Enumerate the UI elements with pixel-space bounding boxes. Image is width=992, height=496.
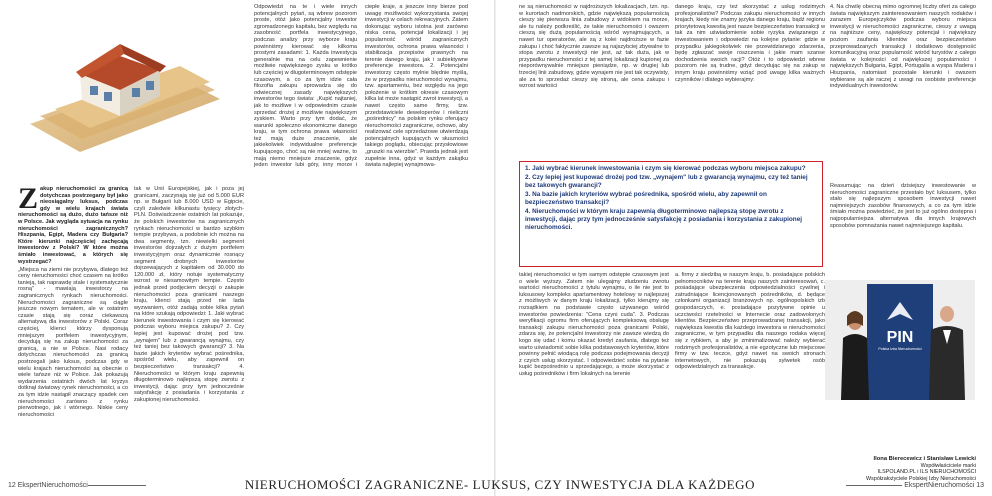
body-paragraph: 4. Na chwilę obecną mimo ogromnej liczby ofert za całego świata największym zainteresowaniem naszych rodaków i zarazem Europejczyków podczas wyboru miejsca inwestycji w nieruchomości zagraniczne, cieszy z uwagą na najniższe ceny, największy potencjał i największy poziom zaufania klientów oraz bezpieczeństwo przeprowadzanych transakcji i dodatkowo dostępność komunikacyjną oraz popularność wśród turystów z całego świata w kolejności od największej popularności i największych Bułgaria, Egipt, Portugalia a wyspa Madera i Hiszpania, natomiast pozostałe kierunki i owszem wybierane są ale raczej z uwagi na osobiste preferencje indywidualnych inwestorów. xyxy=(830,4,976,90)
question-1: 1. Jaki wybrać kierunek inwestowania i czym się kierować podczas wyboru miejsca zakupu? xyxy=(525,165,806,172)
caption-line-1: Współwłaściciele marki xyxy=(920,462,976,469)
footer xyxy=(0,477,992,493)
right-page-number: EkspertNieruchomości 13 xyxy=(904,482,984,489)
footer-rule-right xyxy=(846,485,902,486)
banner-subtitle: Polska Izba Nieruchomości xyxy=(878,347,922,351)
body-paragraph: a. firmy z siedzibą w naszym kraju, b. posiadające polskich pełnomocników na terenie kraju naszych zainteresowań, c. posiadające ubezpieczenia odpowiedzialności cywilnej i zatrudniające licencjonowanych pośredników, d. będące członkami organizacji branżowych np. ogólnopolskich izb gospodarczych, e. posiadające pozytywne opinie u uczciwości rzetelności w Internecie oraz zadowolonych klientów. Bezpieczeństwo przeprowadzanej transakcji, jako największa kwestia dla każdego inwestora w nieruchomości zagraniczne, w tym przypadku dla naszego rodaka więcej się z rybkiem, a aby je zminimalizować należy wybierać rodzimych profesjonalistów, a nie egzotyczne lub miejscowe firmy w tzw. teczce, gdyż nawet na swoich stronach internetowych, nie pokazują sylwetek osób odpowiedzialnych za transakcje. xyxy=(675,272,825,371)
question-4: 4. Nieruchomości w którym kraju zapewnią długoterminowo najlepszą stopę zwrotu z inwestycji, dając przy tym jednocześnie satysfakcję z posiadania i korzystania z zakupionej nieruchomości. xyxy=(525,208,803,231)
column-4 xyxy=(519,4,669,158)
portrait-photo xyxy=(825,280,975,400)
headline: NIERUCHOMOŚCI ZAGRANICZNE- LUKSUS, CZY INWESTYCJA DLA KAŻDEGO xyxy=(244,477,756,492)
left-page-number: 12 EkspertNieruchomości xyxy=(8,482,88,489)
body-paragraph: ne są nieruchomości w najdroższych lokalizacjach, tzn. np. w kurortach nadmorskich, gdzie największą popularnością cieszy się pierwsza linia zabudowy z widokiem na morze, ale tu należy podkreślić, że takie nieruchomości i owszem cieszą się dużą popularnością wśród wynajmujących, a nawet tur operatorów, ale są z kolei najdroższe w fazie zakupu i choć faktycznie zawsze są najszybciej zbywalne to stopa zwrotu z inwestycji nie jest, aż tak duża, jak w przypadku nieruchomości z tej samej lokalizacji kupionej za nieporównywalnie mniejsze pieniądze, np. w drugiej lub trzeciej linii zabudowy, gdzie wynajem nie jest tak oczywisty, ale za to sprzedaż cieszy się stroną, ale cena zakupu i wzrost wartości xyxy=(519,4,669,90)
column-4b xyxy=(519,272,669,472)
column-3 xyxy=(254,4,468,474)
caption-names: Ilona Bierecewicz i Stanisław Lewicki xyxy=(873,456,976,462)
column-6 xyxy=(830,4,976,178)
body-paragraph: Odpowiedzi na te i wiele innych potencjalnych pytań, są wbrew pozorom proste, otóż jako potencjalny inwestor zgromadzonego kapitału, bez względu na zasobność portfela inwestycyjnego, podczas analizy przy wyborze kraju powinniśmy kierować się kilkoma prostymi zasadami: 1. Każda inwestycja generalnie ma na celu zapewnienie możliwie największego zysku w krótko lub częściej w długoterminowym odstępie czasowym, a co za tym idzie cała filozofia zakupu sprowadza się do odwiecznej zasady największych inwestorów tego świata: „Kupić najtaniej, jak to możliwe i w odpowiednim czasie sprzedać drożej z możliwie największym zyskiem. Warto przy tym dodać, że warunki społeczno ekonomiczne danego kraju, w tym ochrona prawa własności też mają duże znaczenie, ale jakiekolwiek indywidualne preferencje kupującego, choć są nie mniej ważne, to mają niemo mniejsze znaczenie, gdyż jeden inwestor lubi góry, inny morze i ciepłe kraje, a jeszcze inny bierze pod uwagę możliwości wykorzystania swojej inwestycji w celach rekreacyjnych. Zatem dokonując wyboru istotna jest zarówno niska cena, potencjał lokalizacji i jej popularność wśród zagranicznych inwestorów, ochrona prawa własności i stabilizacja przepisów prawnych na terenie danego kraju, jak i subiektywne preferencje inwestora. 2. Potencjalni inwestorzy często mylnie błędnie myślą, że w przypadku nieruchomości wynajmu, tzw. apartamentu, bez względu na jego położenie w krótkim okresie czasowym kilka lat może nastąpić zwrot inwestycji, a nawet często same firmy, tzw. przedstawiciele deweloperów i nieliczni „pośrednicy" na polskim rynku oferujący nieruchomości zagraniczne, ochowo, aby realizować cele sprzedażowe utwierdzają potencjalnych kupujących w słuszności takiego poglądu, obiecując przysłowiowe „gruszki na wierzbie". Prawda jednak jest zupełnie inna, gdyż w każdym zakątku świata najlepiej wynajmowa- xyxy=(254,4,468,169)
column-2 xyxy=(134,186,244,474)
footer-rule-left xyxy=(88,485,146,486)
body-paragraph: „Miejsca na ziemi nie przybywa, dlatego też ceny nieruchomości choć czasem na krótko tanieją, tak naprawdę stale i systematycznie rosną" - mawiają inwestorzy na zagranicznych rynkach nieruchomości. Nieruchomości zagraniczne są ciągle jeszcze nowym tematem, ale w ostatnim czasie stają się coraz ciekawszą alternatywą dla inwestorów z Polski. Coraz częściej, klienci którzy dysponują mniejszym portfelem inwestycyjnym, decydują się na zakup nieruchomości za granicą, a nie w Polsce. Nasi rodacy dotychczas nieruchomości za granicą postrzegali jako luksus, podczas gdy w wielu krajach nieruchomości są obecnie o wiele tańsze niż w Polsce. Jak pokazują wydarzenia ostatnich dwóch lat kryzys dotknął światowy rynek nieruchomości, a co za tym idzie nastąpił znaczący spadek cen nieruchomości zarówno z rynku pierwotnego, jak i wtórnego. Niskie ceny nieruchomości xyxy=(18,266,128,418)
column-intro xyxy=(18,186,128,474)
question-3: 3. Na bazie jakich kryteriów wybrać pośrednika, spośród wielu, aby zapewnił on bezpieczeństwo transakcji? xyxy=(525,191,767,206)
body-paragraph: tak w Unii Europejskiej, jak i poza jej granicami, zaczynają się już od 5.000 EUR np. w Bułgarii lub 8.000 USD w Egipcie, czyli zaledwie kilkunastu tysięcy złotych- PLN. Doświadczenie ostatnich lat pokazuje, że polskich inwestorów na zagranicznych rynkach nieruchomości w bardzo szybkim tempie przybywa, a podobnie ich można na dwa segmenty, tzn. niewielki segment inwestorów dojrzałych z dużym portfelem inwestycyjnym oraz dynamicznie rosnący segment drobnych inwestorów dojrzewających z kapitałem od 30.000 do 120.000 zł, który notuje systematyczny wzrost w niesamowitym tempie. Często jednak przed podjęciem decyzji o zakupie nieruchomości poza granicami naszego kraju, klienci stają przed nie lada wyzwaniem, otóż zadają sobie kilka pytań na które szukają odpowiedzi: 1. Jaki wybrać kierunek inwestowania i czym się kierować podczas wyboru miejsca zakupu? 2. Czy lepiej jest kupować drożej pod tzw. „wynajem" lub z gwarancją wynajmu, czy też taniej bez takowych gwarancji? 3. Na bazie jakich kryteriów wybrać pośrednika, spośród wielu, aby zapewnił on bezpieczeństwo transakcji? 4. Nieruchomości w którym kraju zapewnią długoterminowo najlepszą stopę zwrotu z inwestycji, dając przy tym jednocześnie satysfakcję z posiadania i korzystania z zakupionej nieruchomości. xyxy=(134,186,244,403)
portrait-illustration xyxy=(825,280,975,400)
question-2: 2. Czy lepiej jest kupować drożej pod tzw. „wynajem" lub z gwarancją wynajmu, czy też taniej bez takowych gwarancji? xyxy=(525,174,808,189)
body-paragraph: takiej nieruchomości w tym samym odstępie czasowym jest o wiele wyższy. Zatem nie ulegajmy złudzeniu zwrotu wartości nieruchomości z tytułu wynajmu, o ile nie jest to luksusowy kompleks apartamentowy hotelowy w najlepszej z możliwych w danym kraju lokalizacji, tylko kierujmy się rozsądkiem na podstawie często używanego wśród inwestorów powiedzenia: "Cena czyni cuda". 3. Podczas weryfikacji ogromu firm oferujących kompleksową obsługę transakcji zakupu nieruchomości poza granicami Polski, zdarza się, że potencjalni inwestorzy nie zawsze wiedzą do kogo się udać i komu okazać kredyt zaufania, dlatego też warto uświadomić sobie kilka podstawowych kryteriów, które powinny pełnić wiodącą rolę podczas podejmowania decyzji z czyich usług skorzystać. I odpowiedzieć sobie na pytanie kupić bezpośrednio u sprzedającego, a może skorzystać z usług pośredników i firm lokalnych na terenie xyxy=(519,272,669,377)
body-paragraph: danego kraju, czy też skorzystać z usług rodzimych profesjonalistów? Podczas zakupu nieruchomości w innych krajach, kiedy nie znamy języka danego kraju, bądź regionu priorytetową kwestią jest nasze bezpieczeństwo transakcji w tak za nim uświadomienie sobie ryzyka związanego z inwestowaniem i odpowiedzi na kolejne pytanie: gdzie w przypadku jakiegokolwiek nie przewidzianego zdarzenia, będę zgłaszać swoje roszczenia i jakie mam szanse dochodzenia swoich racji? Otóż i to odpowiedzi wbrew pozorom nie są trudne, gdyż decydując się na zakup w innym kraju powinniśmy wziąć pod uwagę kilka ważnych czynników i dlatego wybierajmy: xyxy=(675,4,825,83)
caption-line-2: ILSPOLAND.PL i ILS NIERUCHOMOŚCI xyxy=(877,469,976,476)
banner-brand: PIN xyxy=(886,329,914,346)
column-5 xyxy=(675,4,825,158)
column-5b xyxy=(675,272,825,472)
dropcap: Z xyxy=(18,186,39,215)
lead-paragraph: akup nieruchomości za granicą dotychczas postrzegany był jako nieosiągalny luksus, podczas gdy w wielu krajach świata nieruchomości są dużo, dużo tańsze niż w Polsce. Jak wygląda sytuacja na rynku nieruchomości zagranicznych? Hiszpania, Egipt, Madera czy Bułgaria? Które kierunki najczęściej zachęcają inwestorów z Polski? W które można śmiało inwestować, a których się wystrzegać? xyxy=(18,186,128,265)
house-on-banknotes-illustration xyxy=(20,4,220,154)
column-6b xyxy=(830,183,976,273)
caption-line-3: Współzałożyciele Polskiej Izby Nieruchomości xyxy=(866,475,976,482)
body-paragraph: Reasumując na dzień dzisiejszy inwestowanie w nieruchomości zagraniczne przestało być luksusem, tylko stało się najlepszym sposobem inwestycji nawet najmniejszych zasobów finansowych, a co za tym idzie śmiało można powiedzieć, że jest to już ogólno dostępna i najpopularniejsza alternatywa dla innych krajowych sposobów pomnażania nawet najmniejszego kapitału. xyxy=(830,183,976,229)
key-questions-box xyxy=(519,161,823,267)
